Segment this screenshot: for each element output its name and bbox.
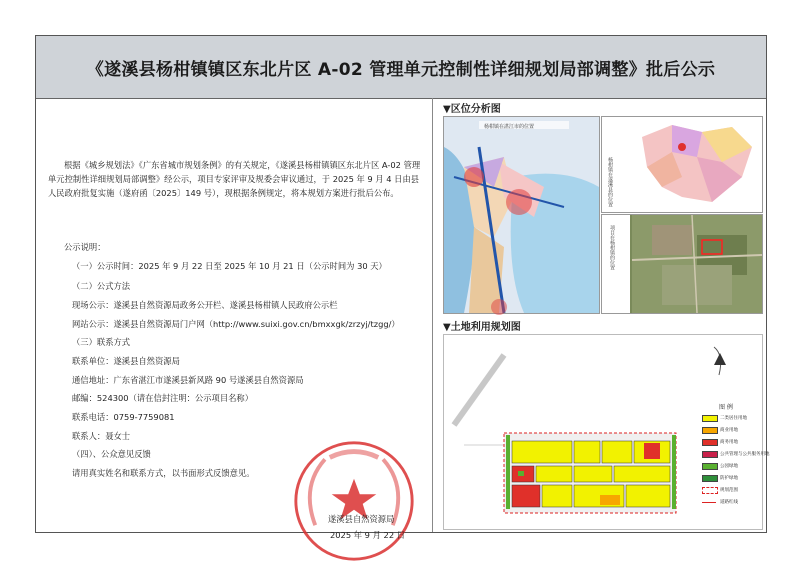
legend-swatch: [702, 439, 718, 446]
onsite-notice: 现场公示：遂溪县自然资源局政务公开栏、遂溪县杨柑镇人民政府公示栏: [72, 300, 338, 310]
legend-swatch: [702, 451, 718, 458]
official-seal: [291, 438, 417, 564]
landuse-map: [443, 334, 770, 530]
page-title: 《遂溪县杨柑镇镇区东北片区 A-02 管理单元控制性详细规划局部调整》批后公示: [86, 59, 716, 80]
landuse-map-title: ▼土地利用规划图: [443, 322, 521, 333]
legend-label: 公共管理与公共服务用地: [720, 452, 770, 457]
satellite-graphic: [602, 215, 762, 313]
legend-label: 公园绿地: [720, 464, 738, 469]
map2-caption: 杨柑镇在遂溪县的位置: [607, 157, 613, 207]
method-heading: （二）公式方法: [72, 281, 131, 291]
intro-paragraph: [48, 158, 422, 200]
county-map-graphic: [602, 117, 762, 212]
legend-label: 防护绿地: [720, 476, 738, 481]
legend-label: 道路红线: [720, 500, 738, 505]
map1-caption: 杨柑镇在湛江市的位置: [484, 124, 535, 130]
signature-org: 遂溪县自然资源局: [328, 514, 395, 524]
map3-caption: 项目在杨柑镇的位置: [609, 225, 615, 270]
website-notice[interactable]: 网站公示：遂溪县自然资源局门户网（http://www.suixi.gov.cn/bmxxgk/zrzyj/tzgg/）: [72, 319, 400, 329]
legend-swatch: [702, 463, 718, 470]
signature-date: 2025 年 9 月 22 日: [330, 530, 406, 540]
maps-panel: [433, 98, 770, 532]
location-map-graphic: [444, 117, 599, 313]
legend-label: 规划范围: [720, 488, 738, 493]
location-map-county: [601, 116, 763, 213]
contact-phone: 联系电话：0759-7759081: [72, 412, 175, 422]
legend-label: 商业用地: [720, 428, 738, 433]
notice-text-panel: [36, 98, 432, 540]
intro-text: 根据《城乡规划法》《广东省城市规划条例》的有关规定，《遂溪县杨柑镇镇区东北片区 A-02 管理单元控制性详细规划局部调整》经公示，项目专家评审及规委会审议通过，于 2025 年 9 月 4 日由县人民政府批复实施（遂府函〔2025〕149 号），现根据条例规定，将本规划方案进行批后公布。: [48, 160, 421, 198]
landuse-legend: [702, 415, 770, 525]
legend-swatch: [702, 487, 718, 494]
feedback-text: 请用真实姓名和联系方式，以书面形式反馈意见。: [72, 468, 255, 478]
legend-swatch: [702, 427, 718, 434]
legend-label: 二类居住用地: [720, 416, 747, 421]
contact-person: 联系人：聂女士: [72, 431, 131, 441]
notice-sheet: [35, 35, 770, 540]
title-bar: [36, 36, 766, 99]
feedback-heading: （四）、公众意见反馈: [72, 449, 151, 459]
contact-unit: 联系单位：遂溪县自然资源局: [72, 356, 180, 366]
legend-title: 图 例: [719, 404, 733, 411]
legend-swatch: [702, 415, 718, 422]
location-map-title: ▼区位分析图: [443, 104, 501, 115]
notice-time: （一）公示时间：2025 年 9 月 22 日至 2025 年 10 月 21 日（公示时间为 30 天）: [72, 261, 387, 271]
legend-swatch: [702, 475, 718, 482]
notice-heading: 公示说明：: [64, 242, 106, 252]
location-map-satellite: [601, 214, 763, 314]
legend-swatch: [702, 502, 716, 503]
contact-address: 通信地址：广东省湛江市遂溪县新风路 90 号遂溪县自然资源局: [72, 375, 304, 385]
legend-label: 商务用地: [720, 440, 738, 445]
contact-heading: （三）联系方式: [72, 337, 131, 347]
location-map-main: [443, 116, 600, 314]
contact-zip: 邮编：524300（请在信封注明：公示项目名称）: [72, 393, 254, 403]
